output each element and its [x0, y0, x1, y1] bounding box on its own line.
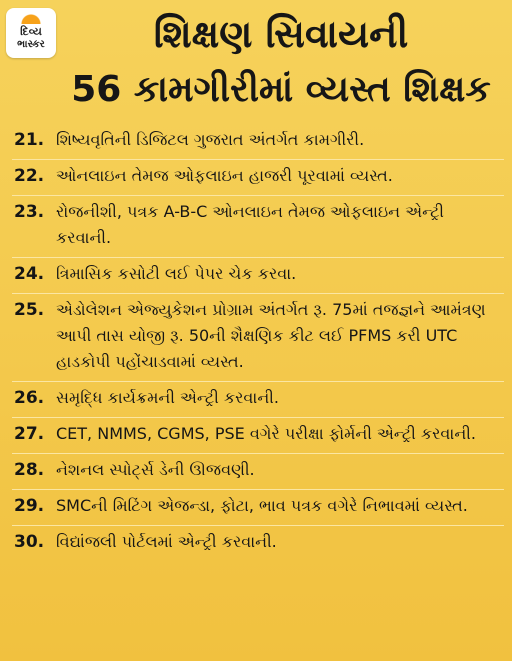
item-number: 22. [14, 166, 45, 186]
item-text: SMCની મિટિંગ એજન્ડા, ફોટા, ભાવ પત્રક વગેરે નિભાવમાં વ્યસ્ત. [56, 496, 468, 515]
item-number: 30. [14, 532, 45, 552]
list-item [12, 489, 504, 525]
item-text: સમૃદ્ધિ કાર્યક્રમની એન્ટ્રી કરવાની. [56, 388, 279, 407]
headline-line2: 56 કામગીરીમાં વ્યસ્ત શિક્ષક [71, 69, 491, 110]
item-number: 27. [14, 424, 45, 444]
item-number: 26. [14, 388, 45, 408]
list-item [12, 257, 504, 293]
divya-bhaskar-logo [6, 8, 56, 58]
item-text: CET, NMMS, CGMS, PSE વગેરે પરીક્ષા ફોર્મની એન્ટ્રી કરવાની. [56, 424, 476, 443]
item-number: 23. [14, 202, 45, 222]
list-item [12, 195, 504, 257]
headline [60, 6, 502, 122]
list-item [12, 525, 504, 561]
item-number: 28. [14, 460, 45, 480]
item-number: 21. [14, 130, 45, 150]
list-item [12, 293, 504, 381]
item-text: ઓનલાઇન તેમજ ઓફલાઇન હાજરી પૂરવામાં વ્યસ્ત. [56, 166, 393, 185]
item-text: નેશનલ સ્પોર્ટ્સ ડેની ઊજવણી. [56, 460, 255, 479]
list-item [12, 417, 504, 453]
list-item [12, 381, 504, 417]
item-number: 25. [14, 300, 45, 320]
item-text: ત્રિમાસિક કસોટી લઈ પેપર ચેક કરવા. [56, 264, 297, 283]
item-text: વિદ્યાંજલી પોર્ટલમાં એન્ટ્રી કરવાની. [56, 532, 277, 551]
sun-icon [20, 12, 42, 24]
list-item [12, 124, 504, 159]
item-text: રોજનીશી, પત્રક A-B-C ઓનલાઇન તેમજ ઓફલાઇન એન્ટ્રી કરવાની. [56, 202, 444, 247]
list-item [12, 159, 504, 195]
item-number: 29. [14, 496, 45, 516]
item-text: શિષ્યવૃતિની ડિજિટલ ગુજરાત અંતર્ગત કામગીરી. [56, 130, 365, 149]
headline-line1: શિક્ષણ સિવાયની [153, 12, 409, 56]
list-item [12, 453, 504, 489]
logo-text-line2: ભાસ્કર [17, 39, 45, 50]
task-list [12, 124, 504, 653]
item-text: એડોલેશન એજ્યુકેશન પ્રોગ્રામ અંતર્ગત રૂ. 75માં તજજ્ઞને આમંત્રણ આપી તાસ યોજી રૂ. 50ની શૈક્ષણિક કીટ લઈ PFMS કરી UTC હાડકોપી પહોંચાડવામાં વ્યસ્ત. [56, 300, 486, 371]
item-number: 24. [14, 264, 45, 284]
logo-text-line1: દિવ્ય [20, 25, 42, 38]
